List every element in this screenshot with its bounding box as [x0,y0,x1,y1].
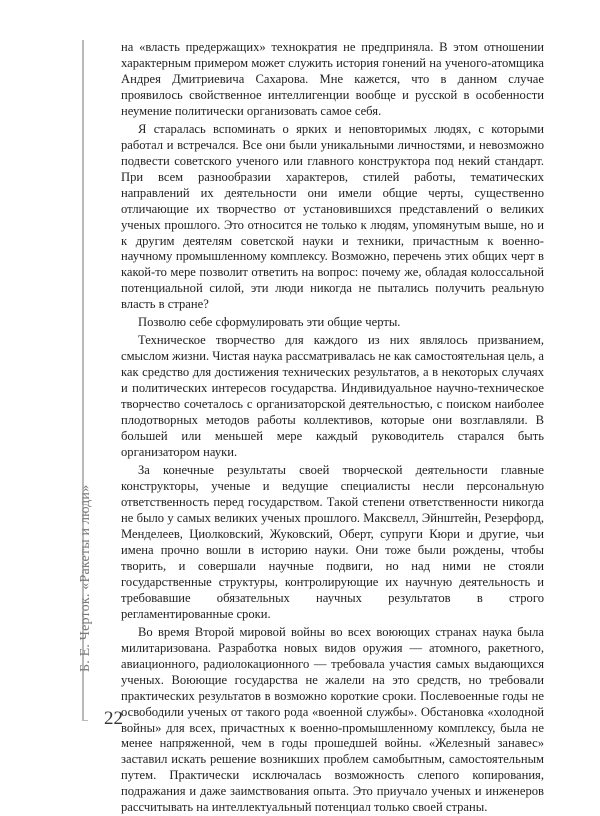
paragraph: За конечные результаты своей творческой деятельности главные конструкторы, ученые и ведущие специалисты несли персональную ответственность перед государством. Такой степени ответственности никогда не было у самых великих ученых прошлого. Максвелл, Эйнштейн, Резерфорд, Менделеев, Циолковский, Жуковский, Оберт, супруги Кюри и другие, чьи имена прочно вошли в историю науки. Они тоже были рождены, чтобы творить, и совершали научные подвиги, но над ними не стояли государственные структуры, контролирующие их научную деятельность и требовавшие обязательных научных результатов в строго регламентированные сроки. [121,463,544,621]
running-title: Б. Е. Черток. «Ракеты и люди» [78,484,93,672]
body-text [121,40,544,816]
paragraph: Я старалась вспоминать о ярких и неповторимых людях, с которыми работал и встречался. Все они были уникальными личностями, и невозможно подвести советского ученого или главного конструктора под некий стандарт. При всем разнообразии характеров, стилей работы, тематических направлений их деятельности они имели общие черты, существенно отличающие их творчество от установившихся представлений о великих ученых прошлого. Это относится не только к людям, упомянутым выше, но и к другим деятелям советской науки и техники, причастным к военно-научному промышленному комплексу. Возможно, перечень этих общих черт в какой-то мере позволит ответить на вопрос: почему же, обладая колоссальной потенциальной силой, эти люди никогда не пытались получить реальную власть в стране? [121,121,544,312]
paragraph: Позволю себе сформулировать эти общие черты. [138,315,401,330]
paragraph: на «власть предержащих» технократия не предприняла. В этом отношении характерным примером может служить история гонений на ученого-атомщика Андрея Дмитриевича Сахарова. Мне кажется, что в данном случае проявилось свойственное интеллигенции вообще и русской в особенности неумение политически организовать самое себя. [121,40,544,118]
margin-rule-foot [82,720,88,721]
paragraph: Во время Второй мировой войны во всех воюющих странах наука была милитаризована. Разработка новых видов оружия — атомного, ракетного, авиационного, радиолокационного — требовала участия самых выдающихся ученых. Воюющие государства не жалели на это средств, но требовали практических результатов в возможно короткие сроки. Послевоенные годы не освободили ученых от такого рода «военной службы». Обстановка «холодной войны» для всех, причастных к военно-промышленному комплексу, была не менее напряженной, чем в годы прошедшей войны. «Железный занавес» заставил искать решение возникших проблем самобытным, самостоятельным путем. Практически исключалась возможность слепого копирования, подражания и даже заимствования опыта. Это приучало ученых и инженеров рассчитывать на интеллектуальный потенциал только своей страны. [121,624,544,815]
page-number: 22 [104,708,123,729]
paragraph: Техническое творчество для каждого из них являлось призванием, смыслом жизни. Чистая наука рассматривалась не как самостоятельная цель, а как средство для достижения технических результатов, а в некоторых случаях и политических интересов государства. Индивидуальное научно-техническое творчество сочеталось с организаторской деятельностью, с поиском наиболее плодотворных методов работы коллективов, которые они возглавляли. В большей или меньшей мере каждый руководитель старался быть организатором науки. [121,333,544,460]
